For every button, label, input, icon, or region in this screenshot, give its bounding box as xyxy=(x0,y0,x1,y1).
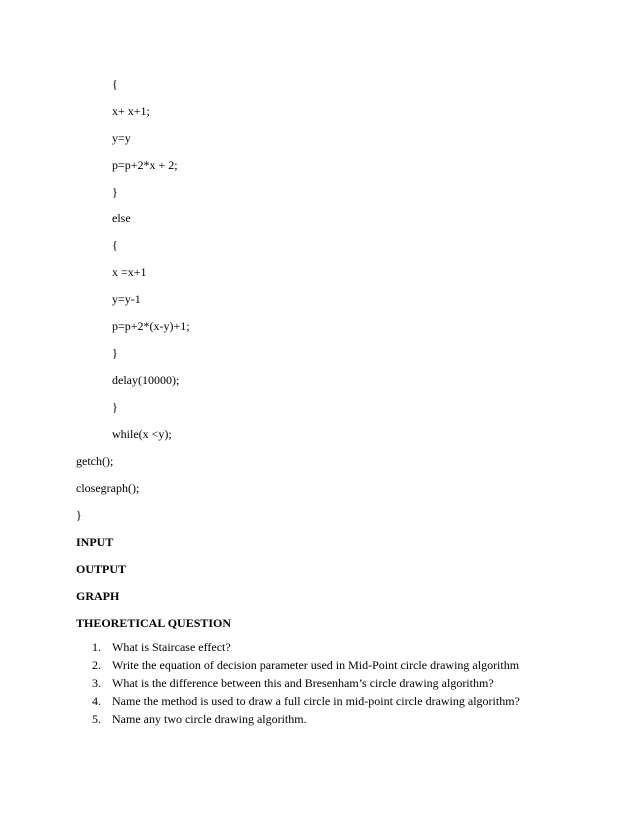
code-line: y=y-1 xyxy=(112,292,141,306)
code-line: } xyxy=(112,185,118,199)
code-line: while(x <y); xyxy=(112,427,172,441)
code-line: { xyxy=(112,238,118,252)
code-line: closegraph(); xyxy=(76,481,140,495)
question-text: What is the difference between this and Bresenham’s circle drawing algorithm? xyxy=(112,676,494,690)
code-line: } xyxy=(76,508,82,522)
question-text: Write the equation of decision parameter used in Mid-Point circle drawing algorithm xyxy=(112,658,520,672)
question-number: 1. xyxy=(92,640,101,654)
code-line: y=y xyxy=(112,131,131,145)
output-heading: OUTPUT xyxy=(76,562,127,576)
code-line: { xyxy=(112,77,118,91)
question-number: 5. xyxy=(92,712,101,726)
question-text: What is Staircase effect? xyxy=(112,640,231,654)
code-line: } xyxy=(112,400,118,414)
code-line: p=p+2*x + 2; xyxy=(112,158,178,172)
code-line: getch(); xyxy=(76,454,114,468)
code-line: else xyxy=(112,211,131,225)
theoretical-question-heading: THEORETICAL QUESTION xyxy=(76,616,232,630)
code-line: } xyxy=(112,346,118,360)
code-line: p=p+2*(x-y)+1; xyxy=(112,319,190,333)
question-number: 2. xyxy=(92,658,101,672)
question-text: Name the method is used to draw a full circle in mid-point circle drawing algorithm? xyxy=(112,694,520,708)
input-heading: INPUT xyxy=(76,535,114,549)
graph-heading: GRAPH xyxy=(76,589,120,603)
question-number: 4. xyxy=(92,694,101,708)
question-text: Name any two circle drawing algorithm. xyxy=(112,712,307,726)
code-line: delay(10000); xyxy=(112,373,180,387)
code-line: x =x+1 xyxy=(112,265,147,279)
question-number: 3. xyxy=(92,676,101,690)
code-line: x+ x+1; xyxy=(112,104,150,118)
